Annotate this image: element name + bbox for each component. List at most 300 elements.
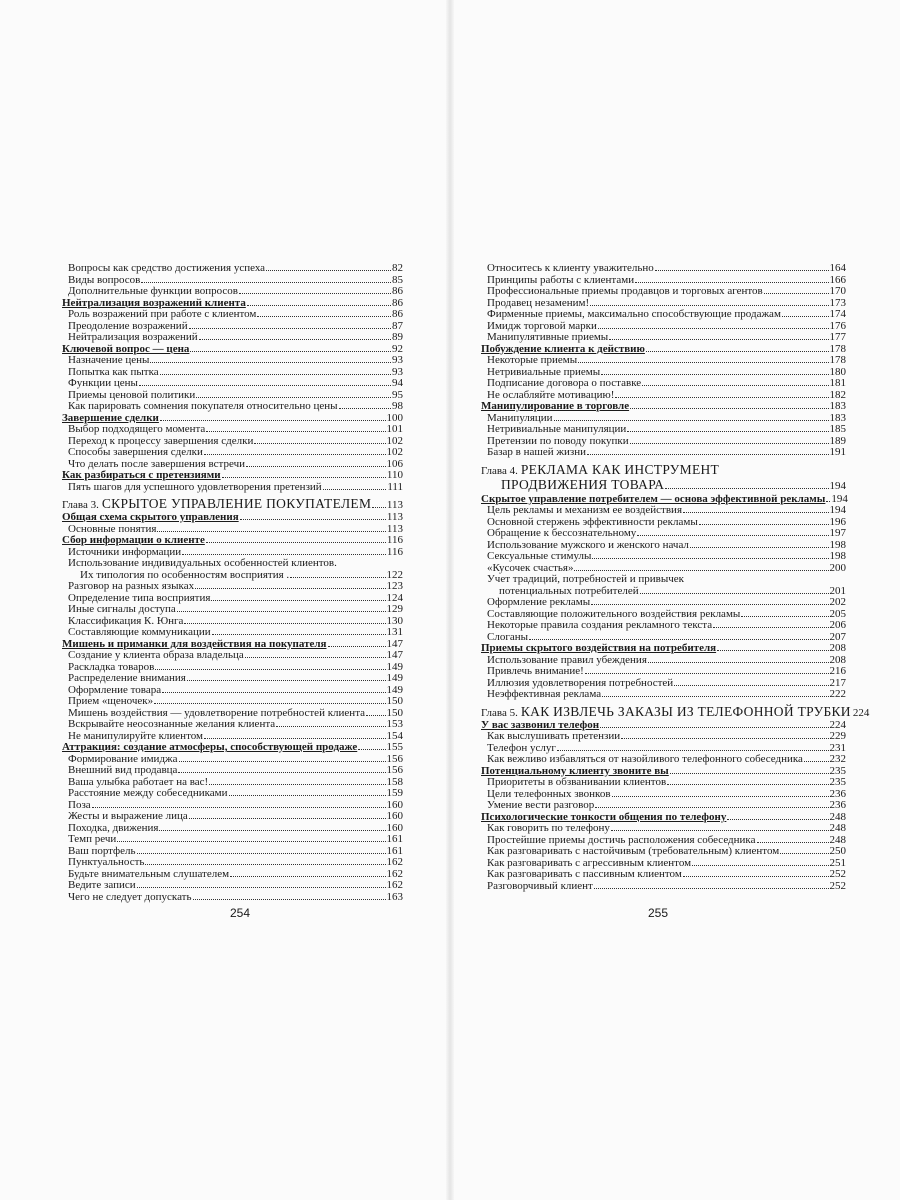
dot-leader	[187, 680, 386, 681]
dot-leader	[239, 293, 391, 294]
page-ref: 182	[829, 388, 846, 401]
page-ref: 102	[386, 446, 403, 458]
chapter-title: ПРОДВИЖЕНИЯ ТОВАРА	[501, 476, 665, 492]
page-ref: 113	[386, 511, 403, 523]
page-number-left: 254	[230, 906, 251, 920]
toc-entry	[62, 355, 403, 367]
dot-leader	[155, 669, 385, 670]
dot-leader	[211, 600, 385, 601]
dot-leader	[117, 841, 385, 842]
page-ref: 176	[829, 319, 846, 332]
toc-title: Манипулятивные приемы	[487, 331, 609, 343]
page-ref: 224	[852, 706, 870, 719]
dot-leader	[229, 795, 386, 796]
toc-entry	[481, 823, 846, 835]
toc-title: Относитесь к клиенту уважительно	[487, 262, 654, 274]
dot-leader	[655, 270, 829, 271]
page-ref: 163	[386, 890, 403, 903]
chapter-heading	[481, 463, 846, 493]
chapter-title-line	[481, 463, 846, 478]
toc-title: Базар в нашей жизни	[487, 446, 586, 458]
toc-title: Как парировать сомнения покупателя относительно цены	[68, 400, 338, 412]
page-ref: 147	[386, 649, 403, 661]
dot-leader	[699, 524, 829, 525]
dot-leader	[598, 328, 829, 329]
dot-leader	[683, 876, 829, 877]
page-ref: 162	[386, 856, 403, 868]
toc-entry	[62, 627, 403, 639]
page-ref: 216	[829, 665, 846, 677]
toc-title: Некоторые приемы	[487, 354, 578, 366]
toc-title: Назначение цены	[68, 354, 150, 366]
toc-entry	[62, 263, 403, 275]
toc-entry	[481, 620, 846, 632]
page-ref: 149	[386, 660, 403, 673]
toc-title: Ведите записи	[68, 879, 136, 891]
page-ref: 150	[386, 695, 403, 707]
toc-entry	[62, 447, 403, 459]
toc-entry	[481, 355, 846, 367]
dot-leader	[245, 657, 386, 658]
dot-leader	[139, 385, 391, 386]
page-ref: 156	[386, 764, 403, 776]
dot-leader	[600, 727, 828, 728]
dot-leader	[189, 328, 391, 329]
toc-title: Темп речи	[68, 833, 117, 845]
toc-entry	[481, 800, 846, 812]
page-ref: 155	[386, 741, 403, 753]
toc-title: Как разговаривать с агрессивным клиентом	[487, 856, 692, 869]
dot-leader	[240, 519, 386, 520]
page-ref: 106	[386, 457, 403, 470]
toc-title: Походка, движения	[68, 821, 159, 834]
toc-title: Способы завершения сделки	[68, 446, 203, 458]
toc-entry	[62, 401, 403, 413]
dot-leader	[160, 420, 386, 421]
toc-title: Попытка как пытка	[68, 365, 159, 378]
dot-leader	[159, 830, 385, 831]
page-ref: 101	[386, 423, 403, 435]
toc-title: Слоганы	[487, 630, 528, 643]
page-ref: 98	[392, 400, 403, 412]
page-ref: 208	[829, 653, 846, 666]
toc-title: Фирменные приемы, максимально способствующие продажам	[487, 308, 781, 320]
page-ref: 154	[386, 729, 403, 742]
toc-title: Подписание договора о поставке	[487, 377, 642, 389]
toc-entry	[481, 286, 846, 298]
page-ref: 100	[386, 411, 403, 424]
page-ref: 161	[386, 844, 403, 857]
toc-title: Пять шагов для успешного удовлетворения претензий	[68, 480, 322, 493]
page-ref: 189	[829, 434, 846, 447]
toc-title: потенциальных потребителей	[499, 584, 639, 597]
toc-title: Приемы скрытого воздействия на потребителя	[481, 642, 717, 654]
toc-title: Источники информации	[68, 545, 182, 558]
toc-title: Не манипулируйте клиентом	[68, 729, 203, 742]
toc-entry	[62, 857, 403, 869]
dot-leader	[182, 554, 386, 555]
page-ref: 161	[386, 833, 403, 845]
toc-title: Побуждение клиента к действию	[481, 342, 645, 355]
toc-entry	[481, 447, 846, 459]
toc-entry-line: Учет традиций, потребностей и привычек	[487, 573, 685, 585]
dot-leader	[358, 749, 385, 750]
toc-title: Профессиональные приемы продавцов и торговых агентов	[487, 285, 763, 297]
toc-title: Некоторые правила создания рекламного текста	[487, 619, 713, 631]
page-ref: 222	[829, 688, 846, 700]
dot-leader	[178, 772, 385, 773]
dot-leader	[602, 696, 828, 697]
toc-title: Что делать после завершения встречи	[68, 457, 246, 470]
toc-section	[481, 643, 846, 655]
dot-leader	[757, 842, 829, 843]
toc-entry	[481, 332, 846, 344]
dot-leader	[574, 570, 828, 571]
page-ref: 94	[392, 377, 403, 389]
page-ref: 160	[386, 798, 403, 811]
page-ref: 248	[829, 810, 846, 823]
dot-leader	[162, 692, 385, 693]
toc-title: Нейтрализация возражений клиента	[62, 296, 246, 309]
toc-entry	[481, 378, 846, 390]
dot-leader	[189, 818, 386, 819]
chapter-heading	[62, 497, 403, 511]
chapter-title: РЕКЛАМА КАК ИНСТРУМЕНТ	[520, 461, 720, 477]
dot-leader	[366, 715, 385, 716]
dot-leader	[193, 899, 386, 900]
toc-title: Телефон услуг	[487, 741, 556, 754]
toc-title: Общая схема скрытого управления	[62, 511, 239, 523]
toc-entry	[62, 880, 403, 892]
dot-leader	[196, 397, 391, 398]
dot-leader	[642, 385, 828, 386]
toc-title: Как выслушивать претензии	[487, 730, 621, 742]
toc-title: Роль возражений при работе с клиентом	[68, 308, 257, 320]
toc-title: Вскрывайте неосознанные желания клиента	[68, 718, 276, 730]
dot-leader	[648, 662, 829, 663]
dot-leader	[529, 639, 829, 640]
toc-title: Как разговаривать с настойчивым (требовательным) клиентом	[487, 845, 780, 857]
toc-entry	[62, 673, 403, 685]
toc-title: Сексуальные стимулы	[487, 550, 592, 562]
toc-title: Составляющие положительного воздействия рекламы	[487, 607, 741, 620]
dot-leader	[222, 477, 386, 478]
chapter-label: Глава 3.	[62, 499, 99, 511]
page-ref: 250	[829, 845, 846, 857]
dot-leader	[692, 865, 828, 866]
toc-title: Завершение сделки	[62, 411, 159, 424]
toc-title: Потенциальному клиенту звоните вы	[481, 764, 669, 777]
toc-title: Преодоление возражений	[68, 319, 188, 332]
toc-title: Поза	[68, 798, 91, 811]
toc-entry	[62, 286, 403, 298]
toc-title: Расстояние между собеседниками	[68, 787, 228, 799]
page-ref: 185	[829, 423, 846, 435]
page-ref: 82	[392, 262, 403, 274]
toc-title: Раскладка товаров	[68, 660, 155, 673]
page-ref: 150	[386, 706, 403, 719]
dot-leader	[254, 443, 385, 444]
toc-title: Нетривиальные манипуляции	[487, 423, 627, 435]
toc-title: Оформление рекламы	[487, 596, 591, 608]
page-ref: 95	[392, 388, 403, 401]
dot-leader	[630, 443, 829, 444]
toc-title: Разговорчивый клиент	[487, 879, 593, 892]
page-ref: 252	[829, 868, 846, 880]
toc-entry	[481, 754, 846, 766]
toc-title: Приемы ценовой политики	[68, 388, 196, 401]
toc-title: Как разговаривать с пассивным клиентом	[487, 868, 682, 880]
toc-title: Функции цены	[68, 377, 138, 389]
page-ref: 116	[386, 534, 403, 546]
toc-section	[62, 535, 403, 547]
page-ref: 162	[386, 867, 403, 880]
dot-leader	[609, 339, 828, 340]
dot-leader	[594, 888, 829, 889]
toc-title: Будьте внимательным слушателем	[68, 867, 230, 880]
toc-title: Основные понятия	[68, 522, 157, 535]
toc-entry	[62, 581, 403, 593]
dot-leader	[665, 488, 828, 489]
toc-title: «Кусочек счастья»	[487, 561, 574, 574]
toc-title: Имидж торговой марки	[487, 319, 597, 332]
dot-leader	[230, 876, 385, 877]
toc-title: Выбор подходящего момента	[68, 423, 206, 435]
toc-entry	[62, 719, 403, 731]
toc-title: Основной стержень эффективности рекламы	[487, 515, 698, 528]
dot-leader	[246, 466, 385, 467]
dot-leader	[199, 339, 391, 340]
page-ref: 198	[829, 538, 846, 551]
dot-leader	[339, 408, 391, 409]
dot-leader	[206, 431, 385, 432]
toc-entry	[62, 765, 403, 777]
page-ref: 87	[392, 319, 403, 332]
dot-leader	[554, 420, 829, 421]
toc-title: Ваш портфель	[68, 844, 136, 857]
page-ref: 202	[829, 596, 846, 608]
toc-section	[62, 512, 403, 524]
dot-leader	[557, 750, 829, 751]
dot-leader	[141, 282, 391, 283]
page-ref: 251	[829, 856, 846, 869]
toc-title: Формирование имиджа	[68, 752, 178, 765]
toc-title: Вопросы как средство достижения успеха	[68, 262, 266, 274]
page-ref: 160	[386, 810, 403, 822]
dot-leader	[674, 685, 828, 686]
page-ref: 158	[386, 775, 403, 788]
page-ref: 162	[386, 879, 403, 891]
page-ref: 113	[386, 499, 403, 511]
toc-title: Как вежливо избавляться от назойливого телефонного собеседника	[487, 753, 803, 765]
dot-leader	[764, 293, 829, 294]
dot-leader	[780, 853, 828, 854]
toc-left-column	[62, 263, 403, 903]
dot-leader	[266, 270, 391, 271]
dot-leader	[627, 431, 828, 432]
toc-title: Использование правил убеждения	[487, 653, 647, 666]
chapter-title: СКРЫТОЕ УПРАВЛЕНИЕ ПОКУПАТЕЛЕМ	[101, 496, 372, 511]
dot-leader	[372, 507, 386, 508]
page-ref: 231	[829, 741, 846, 754]
toc-title: Создание у клиента образа владельца	[68, 649, 244, 661]
dot-leader	[587, 454, 829, 455]
toc-title: Переход к процессу завершения сделки	[68, 434, 254, 447]
toc-entry	[62, 604, 403, 616]
dot-leader	[145, 864, 385, 865]
dot-leader	[713, 627, 828, 628]
dot-leader	[667, 784, 828, 785]
toc-entry	[62, 309, 403, 321]
dot-leader	[212, 634, 386, 635]
toc-title: Привлечь внимание!	[487, 665, 584, 677]
dot-leader	[637, 535, 828, 536]
page-ref: 89	[392, 331, 403, 343]
page-ref: 93	[392, 354, 403, 366]
dot-leader	[247, 305, 391, 306]
page-ref: 252	[829, 879, 846, 892]
toc-entry	[481, 869, 846, 881]
toc-title: Ваша улыбка работает на вас!	[68, 775, 209, 788]
toc-title: Жесты и выражение лица	[68, 810, 188, 822]
toc-title: Виды вопросов	[68, 273, 141, 286]
page-ref: 236	[829, 787, 846, 800]
dot-leader	[640, 593, 829, 594]
page-ref: 229	[829, 730, 846, 742]
page-ref: 149	[386, 672, 403, 684]
toc-title: Дополнительные функции вопросов	[68, 285, 238, 297]
toc-title: Манипулирование в торговле	[481, 400, 630, 412]
dot-leader	[137, 887, 386, 888]
toc-title: Разговор на разных языках	[68, 580, 195, 592]
page-ref: 123	[386, 580, 403, 592]
dot-leader	[646, 351, 829, 352]
book-gutter	[446, 0, 454, 1200]
page-ref: 232	[829, 753, 846, 765]
dot-leader	[137, 853, 386, 854]
dot-leader	[591, 604, 828, 605]
page-ref: 224	[829, 718, 846, 731]
toc-title: Как разбираться с претензиями	[62, 469, 221, 481]
page-ref: 156	[386, 752, 403, 765]
page-ref: 197	[829, 527, 846, 539]
toc-title: Цель рекламы и механизм ее воздействия	[487, 504, 683, 516]
page-ref: 198	[829, 550, 846, 562]
dot-leader	[612, 796, 829, 797]
dot-leader	[160, 374, 391, 375]
page-ref: 160	[386, 821, 403, 834]
page-ref: 147	[386, 637, 403, 650]
toc-section	[62, 742, 403, 754]
toc-entry	[62, 892, 403, 904]
dot-leader	[826, 501, 830, 502]
dot-leader	[585, 673, 829, 674]
page-ref: 191	[829, 446, 846, 458]
toc-title: Ключевой вопрос — цена	[62, 342, 190, 355]
page-ref: 248	[829, 822, 846, 834]
dot-leader	[635, 282, 828, 283]
toc-title: Пунктуальность	[68, 856, 145, 868]
toc-title: Продавец незаменим!	[487, 296, 590, 309]
toc-entry	[62, 482, 403, 494]
page-ref: 153	[386, 718, 403, 730]
dot-leader	[184, 623, 385, 624]
page-ref: 122	[386, 568, 403, 581]
toc-entry	[481, 597, 846, 609]
toc-title: Определение типа восприятия	[68, 591, 211, 604]
toc-title: Умение вести разговор	[487, 799, 595, 811]
page-ref: 166	[829, 273, 846, 286]
page-ref: 194	[829, 504, 846, 516]
chapter-heading	[481, 703, 870, 719]
page-ref: 235	[829, 764, 846, 777]
page-ref: 164	[829, 262, 846, 274]
page-ref: 170	[829, 285, 846, 297]
toc-entry	[62, 811, 403, 823]
toc-title: Иллюзия удовлетворения потребностей	[487, 676, 674, 689]
toc-section	[62, 470, 403, 482]
dot-leader	[204, 738, 386, 739]
dot-leader	[179, 761, 386, 762]
page-ref: 130	[386, 614, 403, 627]
toc-entry	[481, 309, 846, 321]
dot-leader	[601, 374, 828, 375]
toc-title: Цели телефонных звонков	[487, 787, 611, 800]
page-ref: 205	[829, 607, 846, 620]
dot-leader	[690, 547, 829, 548]
dot-leader	[595, 807, 828, 808]
page-ref: 159	[386, 787, 403, 799]
toc-entry	[481, 424, 846, 436]
toc-entry	[481, 689, 846, 701]
page-number-right: 255	[648, 906, 669, 920]
page-ref: 208	[829, 642, 846, 654]
toc-title: Скрытое управление потребителем — основа эффективной рекламы	[481, 492, 826, 505]
dot-leader	[727, 819, 828, 820]
toc-title: Манипуляции	[487, 411, 553, 424]
toc-entry	[481, 881, 846, 893]
toc-entry	[481, 505, 846, 517]
page-ref: 149	[386, 683, 403, 696]
toc-title: Как говорить по телефону	[487, 822, 610, 834]
toc-title: Их типология по особенностям восприятия .	[80, 568, 290, 581]
toc-title: Аттракция: создание атмосферы, способствующей продаже	[62, 741, 358, 753]
page-ref: 129	[386, 603, 403, 615]
page-ref: 201	[829, 584, 846, 597]
page-ref: 235	[829, 776, 846, 788]
dot-leader	[177, 611, 386, 612]
page-ref: 174	[829, 308, 846, 320]
toc-title: У вас зазвонил телефон	[481, 718, 600, 731]
chapter-label: Глава 5.	[481, 706, 518, 719]
page-ref: 173	[829, 296, 846, 309]
dot-leader	[257, 316, 391, 317]
dot-leader	[276, 726, 385, 727]
toc-title: Оформление товара	[68, 683, 162, 696]
toc-title: Не ослабляйте мотивацию!	[487, 388, 615, 401]
page-ref: 206	[829, 619, 846, 631]
toc-entry	[62, 834, 403, 846]
page-ref: 194	[831, 492, 848, 505]
page-ref: 131	[386, 626, 403, 638]
dot-leader	[328, 646, 386, 647]
toc-title: Простейшие приемы достичь расположения собеседника	[487, 833, 756, 846]
page-ref: 183	[829, 400, 846, 412]
toc-right-column	[481, 262, 870, 892]
toc-title: Распределение внимания	[68, 672, 186, 684]
page-ref: 200	[829, 561, 846, 574]
toc-section	[481, 401, 846, 413]
